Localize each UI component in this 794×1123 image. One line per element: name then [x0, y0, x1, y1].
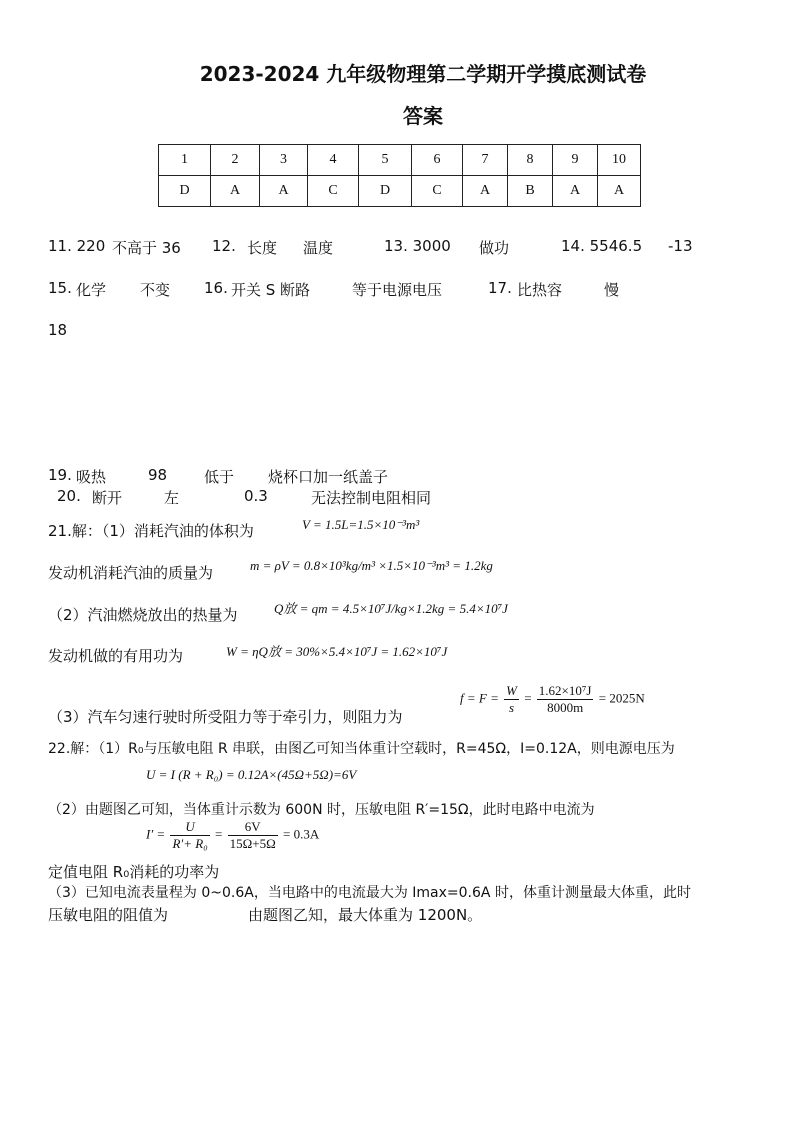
q21-formula-mass: m = ρV = 0.8×10³kg/m³ ×1.5×10⁻³m³ = 1.2kg	[250, 558, 493, 573]
answer-15-b: 不变	[140, 281, 171, 299]
table-cell: A	[553, 176, 598, 207]
q22-formula-current	[146, 819, 319, 852]
q22-line-4: （3）已知电流表量程为 0~0.6A，当电路中的电流最大为 Imax=0.6A 时，体重计测量最大体重，此时	[48, 885, 691, 901]
q21-formula-force	[460, 683, 645, 716]
answer-14-b: -13	[668, 237, 693, 255]
table-cell: 9	[553, 145, 598, 176]
table-cell: 7	[463, 145, 508, 176]
fraction	[170, 819, 209, 852]
q21-line-5: （3）汽车匀速行驶时所受阻力等于牵引力，则阻力为	[48, 708, 403, 726]
table-cell: 1	[159, 145, 211, 176]
page-subtitle: 答案	[403, 104, 443, 128]
fraction	[504, 683, 519, 716]
answer-13-b: 做功	[479, 239, 510, 257]
table-cell: C	[308, 176, 359, 207]
fraction-numerator: U	[170, 819, 209, 836]
answer-11: 11. 220	[48, 237, 106, 255]
table-cell: C	[412, 176, 463, 207]
answer-12-label: 12.	[212, 237, 236, 255]
fraction-numerator: W	[506, 683, 517, 698]
answer-15-a: 化学	[76, 281, 107, 299]
answer-20-d: 无法控制电阻相同	[311, 489, 432, 507]
fraction-numerator: 1.62×10⁷J	[538, 683, 592, 698]
answer-20-label: 20.	[57, 487, 81, 505]
q22-line-1: 22.解：（1）R₀与压敏电阻 R 串联，由图乙可知当体重计空载时，R=45Ω，I=0.12A，则电源电压为	[48, 741, 675, 757]
fraction	[537, 683, 594, 716]
table-cell: 4	[308, 145, 359, 176]
q22-line-2: （2）由题图乙可知，当体重计示数为 600N 时，压敏电阻 R′=15Ω，此时电路中电流为	[48, 802, 595, 818]
q21-formula-heat: Q放 = qm = 4.5×10⁷J/kg×1.2kg = 5.4×10⁷J	[274, 601, 508, 616]
page-title: 2023-2024 九年级物理第二学期开学摸底测试卷	[199, 62, 647, 86]
formula-part: = 0.3A	[282, 826, 320, 842]
answer-12-a: 长度	[247, 239, 278, 257]
answer-18-label: 18	[48, 321, 68, 339]
table-cell: 5	[359, 145, 412, 176]
answer-19-d: 烧杯口加一纸盖子	[268, 468, 389, 486]
fraction-denominator: s	[509, 700, 515, 715]
q21-formula-volume: V = 1.5L=1.5×10⁻³m³	[302, 517, 420, 532]
answer-20-c: 0.3	[244, 487, 268, 505]
q21-line-1: 21.解：（1）消耗汽油的体积为	[48, 522, 254, 540]
table-cell: B	[508, 176, 553, 207]
answer-17-b: 慢	[604, 281, 620, 299]
answer-17-label: 17.	[488, 279, 512, 297]
answer-12-b: 温度	[303, 239, 334, 257]
table-cell: A	[463, 176, 508, 207]
answer-19-b: 98	[148, 466, 168, 484]
answer-20-b: 左	[164, 489, 180, 507]
table-cell: 10	[598, 145, 641, 176]
table-cell: A	[260, 176, 308, 207]
table-cell: 3	[260, 145, 308, 176]
table-cell: 6	[412, 145, 463, 176]
table-cell: 8	[508, 145, 553, 176]
fraction-numerator: 6V	[228, 819, 278, 836]
table-cell: A	[598, 176, 641, 207]
answer-17-a: 比热容	[517, 281, 563, 299]
q21-formula-work: W = ηQ放 = 30%×5.4×10⁷J = 1.62×10⁷J	[226, 644, 448, 659]
answer-11-b: 不高于 36	[112, 239, 181, 257]
answer-19-c: 低于	[204, 468, 235, 486]
fraction	[228, 819, 278, 852]
choice-answer-table	[158, 144, 641, 207]
answer-14: 14. 5546.5	[561, 237, 643, 255]
fraction-denominator: 8000m	[547, 700, 584, 715]
table-row-answers	[159, 176, 641, 207]
answer-20-a: 断开	[92, 489, 123, 507]
formula-part: I′ =	[146, 826, 166, 842]
table-cell: A	[211, 176, 260, 207]
q21-line-2: 发动机消耗汽油的质量为	[48, 564, 214, 582]
answer-16-a: 开关 S 断路	[231, 281, 311, 299]
formula-part: = 2025N	[598, 690, 645, 706]
q22-line-3: 定值电阻 R₀消耗的功率为	[48, 863, 220, 881]
q22-formula-voltage: U = I (R + R₀) = 0.12A×(45Ω+5Ω)=6V	[146, 767, 357, 782]
table-row-numbers	[159, 145, 641, 176]
answer-19-label: 19.	[48, 466, 72, 484]
q21-line-4: 发动机做的有用功为	[48, 647, 184, 665]
fraction-denominator: R′+ R₀	[172, 836, 208, 851]
q22-line-5a: 压敏电阻的阻值为	[48, 906, 169, 924]
table-cell: 2	[211, 145, 260, 176]
formula-part: f = F =	[460, 690, 499, 706]
answer-19-a: 吸热	[76, 468, 107, 486]
fraction-denominator: 15Ω+5Ω	[229, 836, 276, 851]
formula-part: =	[524, 690, 532, 706]
table-cell: D	[359, 176, 412, 207]
q22-line-5b: 由题图乙知，最大体重为 1200N。	[248, 906, 483, 924]
table-cell: D	[159, 176, 211, 207]
answer-16-b: 等于电源电压	[352, 281, 443, 299]
formula-part: =	[214, 826, 223, 842]
answer-13: 13. 3000	[384, 237, 451, 255]
answer-15-label: 15.	[48, 279, 72, 297]
answer-16-label: 16.	[204, 279, 228, 297]
q21-line-3: （2）汽油燃烧放出的热量为	[48, 606, 238, 624]
